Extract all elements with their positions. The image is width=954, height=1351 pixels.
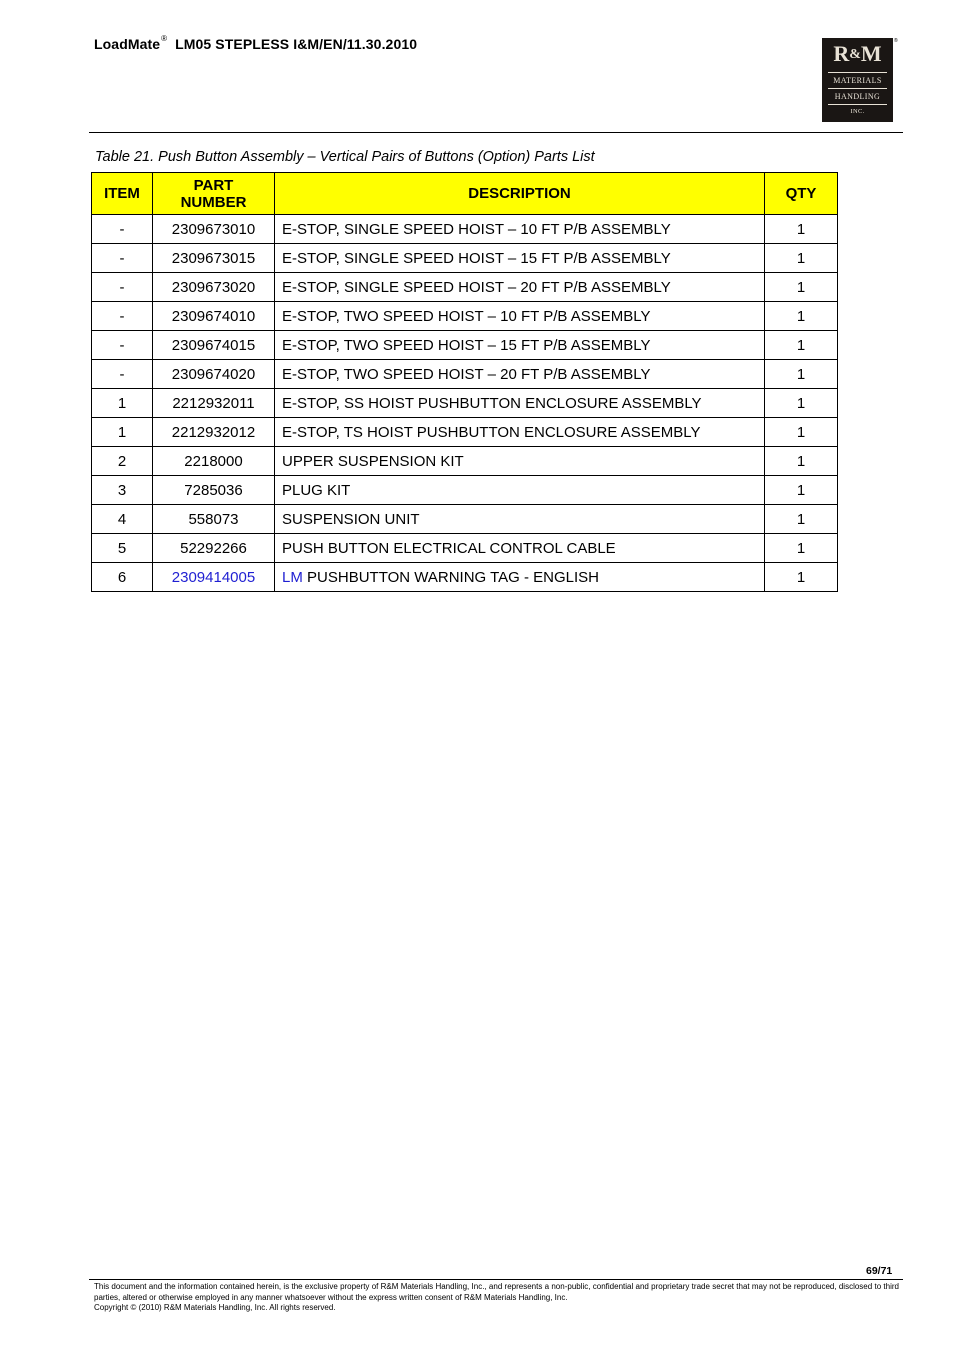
table-row	[92, 505, 838, 534]
cell-qty: 1	[765, 476, 838, 505]
cell-description	[275, 563, 765, 592]
footer-divider	[89, 1279, 903, 1280]
table-row	[92, 215, 838, 244]
cell-part-number: 2309673015	[153, 244, 275, 273]
cell-item: -	[92, 215, 153, 244]
cell-item: 5	[92, 534, 153, 563]
cell-qty: 1	[765, 215, 838, 244]
cell-qty: 1	[765, 244, 838, 273]
cell-part-number: 2309673020	[153, 273, 275, 302]
cell-part-number: 2309674015	[153, 331, 275, 360]
cell-description: SUSPENSION UNIT	[275, 505, 765, 534]
cell-qty: 1	[765, 563, 838, 592]
logo-text-inc: INC.	[850, 108, 865, 115]
header-divider	[89, 132, 903, 133]
logo-text-handling: HANDLING	[834, 92, 881, 101]
table-row	[92, 389, 838, 418]
cell-part-number: 2309674020	[153, 360, 275, 389]
cell-item: 6	[92, 563, 153, 592]
table-row	[92, 476, 838, 505]
table-header-row	[92, 173, 838, 215]
table-row	[92, 244, 838, 273]
page-number: 69/71	[866, 1265, 893, 1277]
cell-qty: 1	[765, 273, 838, 302]
table-row	[92, 418, 838, 447]
cell-item: 2	[92, 447, 153, 476]
cell-description: PLUG KIT	[275, 476, 765, 505]
cell-description: UPPER SUSPENSION KIT	[275, 447, 765, 476]
cell-part-number: 2309673010	[153, 215, 275, 244]
table-row	[92, 302, 838, 331]
cell-description: E-STOP, SINGLE SPEED HOIST – 15 FT P/B ASSEMBLY	[275, 244, 765, 273]
cell-item: -	[92, 244, 153, 273]
cell-qty: 1	[765, 418, 838, 447]
brand-name: LoadMate	[94, 36, 161, 52]
cell-qty: 1	[765, 447, 838, 476]
cell-item: 3	[92, 476, 153, 505]
brand-registered-mark: ®	[161, 34, 168, 44]
cell-part-number: 2309414005	[153, 563, 275, 592]
table-row	[92, 273, 838, 302]
logo-registered-mark: ®	[894, 38, 898, 44]
cell-description: E-STOP, TWO SPEED HOIST – 20 FT P/B ASSEMBLY	[275, 360, 765, 389]
logo-monogram: R&M	[833, 41, 882, 66]
cell-description: PUSH BUTTON ELECTRICAL CONTROL CABLE	[275, 534, 765, 563]
cell-qty: 1	[765, 534, 838, 563]
cell-description: E-STOP, TS HOIST PUSHBUTTON ENCLOSURE ASSEMBLY	[275, 418, 765, 447]
header-part-number: PART NUMBER	[153, 173, 275, 215]
cell-qty: 1	[765, 360, 838, 389]
cell-item: -	[92, 273, 153, 302]
cell-description: E-STOP, SS HOIST PUSHBUTTON ENCLOSURE ASSEMBLY	[275, 389, 765, 418]
header-item: ITEM	[92, 173, 153, 215]
description-prefix: LM	[282, 568, 303, 586]
footer-notice	[94, 1282, 899, 1314]
cell-part-number: 52292266	[153, 534, 275, 563]
cell-part-number: 7285036	[153, 476, 275, 505]
cell-item: -	[92, 331, 153, 360]
cell-item: 4	[92, 505, 153, 534]
table-caption: Table 21. Push Button Assembly – Vertical Pairs of Buttons (Option) Parts List	[95, 149, 595, 165]
document-id: LM05 STEPLESS I&M/EN/11.30.2010	[175, 36, 418, 52]
cell-qty: 1	[765, 389, 838, 418]
document-header-title	[94, 36, 417, 52]
header-description: DESCRIPTION	[275, 173, 765, 215]
cell-item: -	[92, 302, 153, 331]
table-row	[92, 331, 838, 360]
cell-part-number: 2218000	[153, 447, 275, 476]
logo-divider	[828, 104, 887, 105]
logo-text-materials: MATERIALS	[833, 76, 882, 85]
confidentiality-notice: This document and the information contained herein, is the exclusive property of R&M Materials Handling, Inc., and represents a non-public, confidential and proprietary trade secret that may not be reproduced, disclosed to third parties, altered or otherwise employed in any manner whatsoever without the express written consent of R&M Materials Handling, Inc.	[94, 1282, 899, 1302]
logo-divider	[828, 88, 887, 89]
cell-part-number: 2212932012	[153, 418, 275, 447]
cell-item: 1	[92, 418, 153, 447]
table-row	[92, 360, 838, 389]
logo-divider	[828, 72, 887, 73]
table-row	[92, 447, 838, 476]
parts-list-table	[91, 172, 838, 592]
description-text: PUSHBUTTON WARNING TAG - ENGLISH	[307, 568, 599, 586]
cell-part-number: 2309674010	[153, 302, 275, 331]
cell-part-number: 2212932011	[153, 389, 275, 418]
table-row	[92, 534, 838, 563]
cell-item: -	[92, 360, 153, 389]
cell-qty: 1	[765, 331, 838, 360]
copyright-notice: Copyright © (2010) R&M Materials Handling, Inc. All rights reserved.	[94, 1303, 336, 1312]
cell-description: E-STOP, SINGLE SPEED HOIST – 20 FT P/B ASSEMBLY	[275, 273, 765, 302]
cell-description: E-STOP, TWO SPEED HOIST – 10 FT P/B ASSEMBLY	[275, 302, 765, 331]
cell-qty: 1	[765, 302, 838, 331]
table-row	[92, 563, 838, 592]
cell-description: E-STOP, SINGLE SPEED HOIST – 10 FT P/B ASSEMBLY	[275, 215, 765, 244]
cell-item: 1	[92, 389, 153, 418]
company-logo	[822, 38, 893, 122]
header-qty: QTY	[765, 173, 838, 215]
cell-qty: 1	[765, 505, 838, 534]
cell-description: E-STOP, TWO SPEED HOIST – 15 FT P/B ASSEMBLY	[275, 331, 765, 360]
cell-part-number: 558073	[153, 505, 275, 534]
